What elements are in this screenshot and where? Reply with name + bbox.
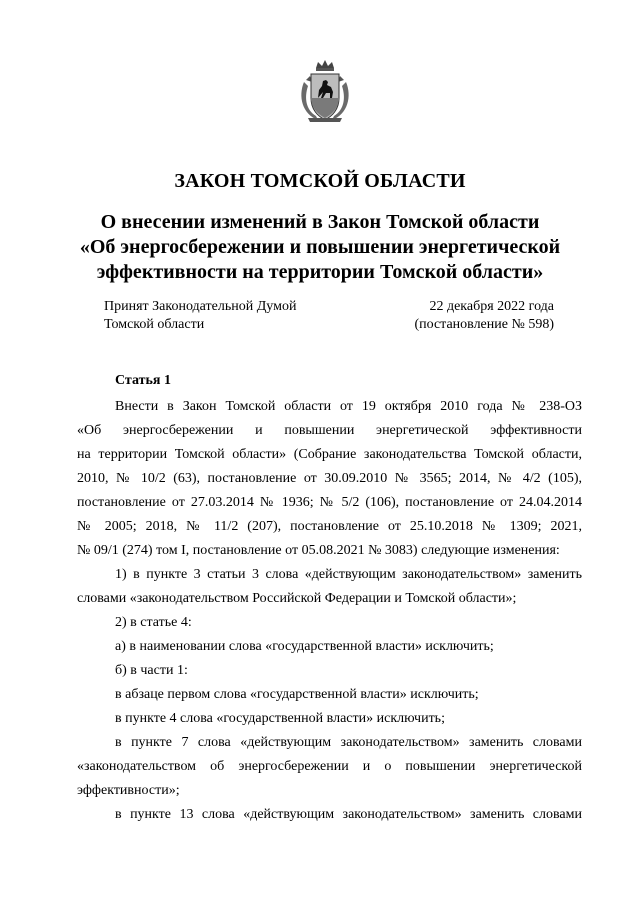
subtitle-line: эффективности на территории Томской области» — [96, 261, 544, 283]
adoption-body — [104, 298, 296, 334]
text-line: в пункте 4 слова «государственной власти» исключить; — [115, 711, 445, 726]
text-line: «законодательством об энергосбережении и о повышении энергетической — [77, 759, 582, 774]
article-text — [77, 395, 582, 827]
subtitle-line: «Об энергосбережении и повышении энергетической — [79, 236, 561, 258]
text-line: 1) в пункте 3 статьи 3 слова «действующим законодательством» заменить — [115, 567, 582, 582]
text-line: словами «законодательством Российской Федерации и Томской области»; — [77, 591, 517, 606]
text-line: эффективности»; — [77, 783, 180, 798]
text-line: б) в части 1: — [115, 663, 188, 678]
text-line: на территории Томской области» (Собрание законодательства Томской области, — [77, 447, 582, 462]
text-line: в пункте 7 слова «действующим законодательством» заменить словами — [115, 735, 582, 750]
adoption-body-line: Принят Законодательной Думой — [104, 299, 297, 314]
adoption-body-line: Томской области — [104, 317, 205, 332]
text-line: в абзаце первом слова «государственной власти» исключить; — [115, 687, 479, 702]
law-title: ЗАКОН ТОМСКОЙ ОБЛАСТИ — [174, 170, 466, 192]
article-heading: Статья 1 — [115, 373, 171, 388]
text-line: Внести в Закон Томской области от 19 октября 2010 года № 238-ОЗ — [115, 399, 582, 414]
adoption-date-line: 22 декабря 2022 года — [429, 299, 554, 314]
text-line: 2) в статье 4: — [115, 615, 192, 630]
text-line: в пункте 13 слова «действующим законодательством» заменить словами — [115, 807, 582, 822]
text-line: «Об энергосбережении и повышении энергетической эффективности — [77, 423, 582, 438]
text-line: 2010, № 10/2 (63), постановление от 30.09.2010 № 3565; 2014, № 4/2 (105), — [77, 471, 582, 486]
text-line: постановление от 27.03.2014 № 1936; № 5/2 (106), постановление от 24.04.2014 — [77, 495, 582, 510]
law-subtitle — [60, 210, 580, 285]
adoption-date — [414, 298, 554, 334]
text-line: а) в наименовании слова «государственной власти» исключить; — [115, 639, 494, 654]
subtitle-line: О внесении изменений в Закон Томской области — [100, 211, 540, 233]
adoption-resolution-line: (постановление № 598) — [414, 317, 554, 332]
text-line: № 2005; 2018, № 11/2 (207), постановление от 25.10.2018 № 1309; 2021, — [77, 519, 582, 534]
coat-of-arms-icon — [296, 58, 354, 126]
text-line: № 09/1 (274) том I, постановление от 05.08.2021 № 3083) следующие изменения: — [77, 543, 560, 558]
